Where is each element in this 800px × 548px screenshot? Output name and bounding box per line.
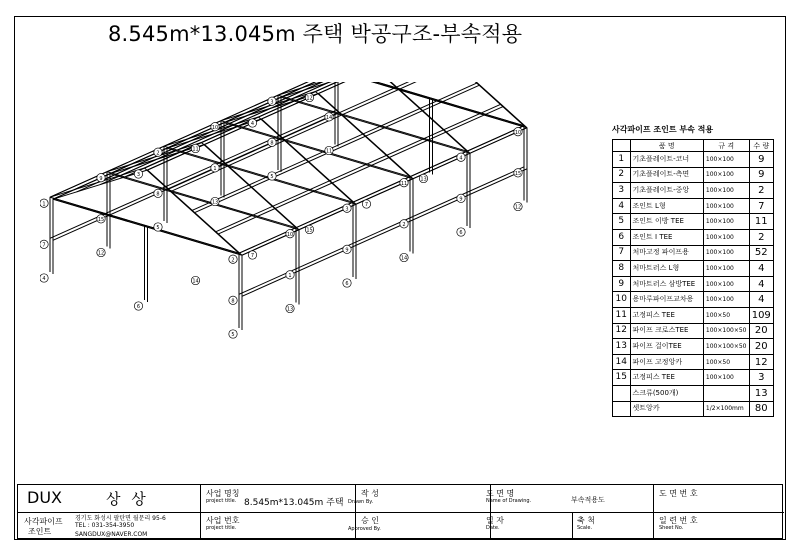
parts-row <box>613 276 774 292</box>
parts-no: 3 <box>613 183 631 199</box>
callout-number: 13 <box>286 306 294 313</box>
callout-number: 14 <box>325 115 333 122</box>
frame-member <box>433 82 528 128</box>
parts-no: 11 <box>613 307 631 323</box>
callout-number: 8 <box>231 298 235 305</box>
callout-number: 6 <box>345 281 349 288</box>
parts-spec <box>703 385 749 401</box>
parts-no: 6 <box>613 229 631 245</box>
parts-spec: 100×100 <box>703 261 749 277</box>
drawn-label: 작 성 <box>361 489 379 498</box>
callout-number: 6 <box>459 230 463 237</box>
parts-no: 10 <box>613 292 631 308</box>
drawing-name-sub: Name of Drawing. <box>486 498 532 504</box>
parts-row <box>613 214 774 230</box>
frame-member <box>218 106 503 233</box>
parts-qty: 12 <box>749 354 774 370</box>
serial-label: 일 련 번 호 <box>659 516 698 525</box>
parts-spec: 100×100 <box>703 370 749 386</box>
parts-qty: 109 <box>749 307 774 323</box>
frame-member <box>53 82 338 199</box>
company-logo: DUX <box>27 488 62 507</box>
parts-name: 조인트 L형 <box>630 198 703 214</box>
parts-qty: 9 <box>749 167 774 183</box>
frame-member <box>430 82 525 126</box>
parts-name: 파이프 걸이TEE <box>630 339 703 355</box>
parts-name: 조인트 이방 TEE <box>630 214 703 230</box>
parts-name: 고정피스 TEE <box>630 370 703 386</box>
frame-member <box>97 82 382 183</box>
callout-number: 5 <box>156 225 160 232</box>
callout-number: 7 <box>364 202 369 209</box>
parts-name: 조인트 I TEE <box>630 229 703 245</box>
callout-number: 14 <box>400 255 408 262</box>
frame-member <box>195 85 480 213</box>
parts-spec: 100×100 <box>703 229 749 245</box>
parts-qty: 80 <box>749 401 774 417</box>
product-line-1: 사각파이프 <box>24 517 63 526</box>
title-block <box>17 484 783 539</box>
callout-number: 3 <box>345 206 349 213</box>
parts-table-header <box>613 140 774 152</box>
parts-qty: 11 <box>749 214 774 230</box>
parts-name: 스크류(500개) <box>630 385 703 401</box>
frame-member <box>239 167 524 295</box>
structure-drawing <box>40 82 600 482</box>
parts-qty: 3 <box>749 370 774 386</box>
callout-number: 13 <box>211 199 219 206</box>
parts-qty: 9 <box>749 152 774 168</box>
callout-number: 7 <box>250 253 255 260</box>
project-no-label: 사업 번호 <box>206 516 240 525</box>
frame-member <box>53 82 338 199</box>
callout-number: 11 <box>325 148 333 155</box>
callout-number: 15 <box>514 171 522 178</box>
callout-number: 8 <box>156 191 160 198</box>
header-qty: 수 량 <box>749 140 774 152</box>
approved-sub: Approved By. <box>348 526 381 532</box>
parts-name: 처마트러스 삼방TEE <box>630 276 703 292</box>
callout-number: 12 <box>306 95 313 102</box>
parts-table-title: 사각파이프 조인트 부속 적용 <box>612 125 714 134</box>
callout-number: 9 <box>99 175 103 182</box>
date-sub: Date. <box>486 525 500 531</box>
parts-no: 7 <box>613 245 631 261</box>
parts-spec: 100×100 <box>703 292 749 308</box>
callout-number: 4 <box>42 276 46 283</box>
project-name-label: 사업 명칭 <box>206 489 240 498</box>
callout-number: 6 <box>136 304 141 311</box>
parts-row <box>613 401 774 417</box>
callout-number: 1 <box>42 201 46 208</box>
parts-qty: 52 <box>749 245 774 261</box>
callout-number: 10 <box>211 124 219 131</box>
approved-label: 승 인 <box>361 516 379 525</box>
callout-number: 1 <box>288 273 292 280</box>
callout-number: 1 <box>213 166 217 173</box>
parts-name: 기초플레이트-중앙 <box>630 183 703 199</box>
parts-spec: 100×100×50 <box>703 339 749 355</box>
callout-number: 15 <box>306 227 313 234</box>
parts-spec: 100×100 <box>703 245 749 261</box>
parts-spec: 100×100 <box>703 152 749 168</box>
parts-qty: 20 <box>749 339 774 355</box>
parts-no: 13 <box>613 339 631 355</box>
parts-no: 5 <box>613 214 631 230</box>
project-name-sub: project title. <box>206 498 237 504</box>
parts-qty: 20 <box>749 323 774 339</box>
callout-number: 9 <box>459 196 463 203</box>
parts-qty: 2 <box>749 229 774 245</box>
header-name: 품 명 <box>630 140 703 152</box>
project-no-sub: project title. <box>206 525 237 531</box>
parts-qty: 7 <box>749 198 774 214</box>
parts-row <box>613 370 774 386</box>
parts-row <box>613 198 774 214</box>
parts-row <box>613 323 774 339</box>
parts-row <box>613 183 774 199</box>
company-tel: TEL : 031-354-3950 <box>75 522 135 529</box>
parts-spec: 100×50 <box>703 307 749 323</box>
callout-number: 10 <box>286 231 294 238</box>
callout-number: 15 <box>97 217 105 224</box>
parts-spec: 100×100 <box>703 167 749 183</box>
header-no <box>613 140 631 152</box>
scale-sub: Scale. <box>577 525 593 531</box>
scale-label: 축 척 <box>577 516 595 525</box>
parts-no: 15 <box>613 370 631 386</box>
parts-spec: 100×100 <box>703 214 749 230</box>
parts-row <box>613 261 774 277</box>
parts-name: 처마고정 파이프용 <box>630 245 703 261</box>
frame-member <box>192 83 477 211</box>
callout-number: 2 <box>156 150 160 157</box>
parts-table <box>612 139 774 417</box>
company-address: 경기도 화성시 팔탄면 월문리 95-6 <box>75 515 166 522</box>
company-name: 상 상 <box>106 490 149 508</box>
parts-no <box>613 401 631 417</box>
frame-member <box>215 104 500 231</box>
parts-qty: 13 <box>749 385 774 401</box>
parts-name: 셋트앙카 <box>630 401 703 417</box>
parts-name: 고정피스 TEE <box>630 307 703 323</box>
drawing-name-value: 부속적용도 <box>571 496 605 504</box>
product-line-2: 조인트 <box>28 527 52 536</box>
header-spec: 규 격 <box>703 140 749 152</box>
parts-spec: 100×100 <box>703 276 749 292</box>
parts-no: 12 <box>613 323 631 339</box>
drawn-sub: Drawn By. <box>348 499 374 505</box>
callout-number: 9 <box>345 247 349 254</box>
callout-number: 11 <box>192 146 199 153</box>
parts-no: 1 <box>613 152 631 168</box>
project-name-value: 8.545m*13.045m 주택 <box>244 498 344 508</box>
callout-number: 5 <box>231 332 235 339</box>
frame-member <box>50 111 335 239</box>
company-email: SANGDUX@NAVER.COM <box>75 531 148 538</box>
parts-spec: 100×100×50 <box>703 323 749 339</box>
parts-row <box>613 339 774 355</box>
serial-sub: Sheet No. <box>659 525 684 531</box>
drawing-no-label: 도 면 번 호 <box>659 489 698 498</box>
parts-spec: 1/2×100mm <box>703 401 749 417</box>
parts-row <box>613 229 774 245</box>
parts-row <box>613 307 774 323</box>
parts-qty: 4 <box>749 292 774 308</box>
callout-number: 3 <box>270 99 274 106</box>
parts-name: 처마트러스 L형 <box>630 261 703 277</box>
parts-name: 기초플레이트-코너 <box>630 152 703 168</box>
callout-number: 12 <box>97 250 105 257</box>
callout-number: 12 <box>514 204 522 211</box>
parts-qty: 4 <box>749 276 774 292</box>
parts-row <box>613 385 774 401</box>
drawing-name-label: 도 면 명 <box>486 489 515 498</box>
callout-number: 3 <box>136 172 141 179</box>
callout-number: 5 <box>270 174 274 181</box>
callout-number: 7 <box>42 242 46 249</box>
parts-no: 9 <box>613 276 631 292</box>
callout-number: 4 <box>459 155 463 162</box>
parts-no: 2 <box>613 167 631 183</box>
parts-name: 기초플레이트-측면 <box>630 167 703 183</box>
parts-name: 용마루파이프교차용 <box>630 292 703 308</box>
parts-row <box>613 292 774 308</box>
parts-row <box>613 167 774 183</box>
parts-spec: 100×100 <box>703 183 749 199</box>
parts-no <box>613 385 631 401</box>
date-label: 일 자 <box>486 516 504 525</box>
parts-qty: 2 <box>749 183 774 199</box>
parts-no: 8 <box>613 261 631 277</box>
parts-row <box>613 354 774 370</box>
parts-name: 파이프 크로스TEE <box>630 323 703 339</box>
callout-number: 13 <box>420 176 427 183</box>
drawing-title: 8.545m*13.045m 주택 박공구조-부속적용 <box>108 22 523 46</box>
callout-number: 2 <box>402 222 406 229</box>
parts-no: 4 <box>613 198 631 214</box>
frame-member <box>242 128 527 256</box>
parts-row <box>613 152 774 168</box>
parts-spec: 100×100 <box>703 198 749 214</box>
callout-number: 8 <box>270 140 274 147</box>
callout-number: 2 <box>231 257 235 264</box>
callout-number: 10 <box>514 129 522 136</box>
parts-row <box>613 245 774 261</box>
parts-name: 파이프 고정앙카 <box>630 354 703 370</box>
parts-spec: 100×50 <box>703 354 749 370</box>
callout-number: 14 <box>192 278 199 285</box>
parts-no: 14 <box>613 354 631 370</box>
callout-number: 11 <box>400 180 408 187</box>
callout-number: 4 <box>250 121 255 128</box>
parts-qty: 4 <box>749 261 774 277</box>
